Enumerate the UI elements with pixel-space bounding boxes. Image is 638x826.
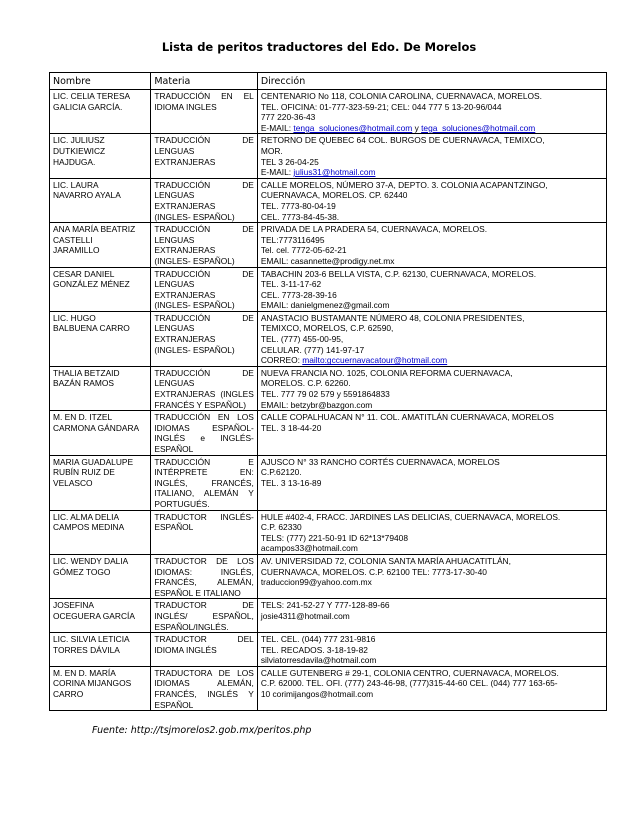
name-line: LIC. SILVIA LETICIA (53, 634, 130, 645)
cell-materia (151, 223, 257, 267)
cell-materia (151, 267, 257, 311)
table-row (50, 267, 607, 311)
name-line: BAZÁN RAMOS (53, 378, 114, 389)
name-line: ANA MARÍA BEATRIZ (53, 224, 136, 235)
cell-materia (151, 510, 257, 554)
cell-materia (151, 633, 257, 667)
name-line: MARIA GUADALUPE (53, 456, 134, 467)
name-line: CARRO (53, 689, 84, 700)
table-row (50, 455, 607, 510)
address-line: TEL:7773116495 (260, 234, 325, 245)
name-line: M. EN D. ITZEL (53, 412, 113, 423)
table-row (50, 311, 607, 366)
name-line: DUTKIEWICZ (53, 145, 106, 156)
address-line: HULE #402-4, FRACC. JARDINES LAS DELICIAS, CUERNAVACA, MORELOS. (260, 511, 561, 522)
address-line: acampos33@hotmail.com (260, 543, 358, 554)
cell-direccion (257, 411, 606, 455)
address-line: EMAIL: danielgmenez@gmail.com (260, 300, 390, 311)
cell-nombre (50, 311, 151, 366)
header-materia: Materia (151, 73, 257, 90)
name-line: HAJDUGA. (53, 156, 96, 167)
cell-direccion (257, 178, 606, 222)
cell-direccion (257, 554, 606, 598)
name-line: LIC. HUGO (53, 312, 96, 323)
address-line: CUERNAVACA, MORELOS. CP. 62440 (260, 190, 408, 201)
name-line: GÓMEZ TOGO (53, 566, 111, 577)
translators-table (49, 72, 607, 711)
address-line: TEL. 3 18-44-20 (260, 422, 322, 433)
cell-direccion (257, 455, 606, 510)
address-line: silviatorresdavila@hotmail.com (260, 655, 377, 666)
cell-nombre (50, 633, 151, 667)
address-line: NUEVA FRANCIA NO. 1025, COLONIA REFORMA CUERNAVACA, (260, 367, 513, 378)
table-header-row (50, 73, 607, 90)
address-line: TEL 3 26-04-25 (260, 156, 319, 167)
table-row (50, 599, 607, 633)
materia-text: TRADUCCIÓN DE LENGUAS EXTRANJERAS (INGLES- ESPAÑOL) (154, 268, 254, 311)
address-line: MORELOS. C.P. 62260. (260, 378, 351, 389)
address-line: josie4311@hotmail.com (260, 610, 350, 621)
materia-text: TRADUCCIÓN DE LENGUAS EXTRANJERAS (INGLES- ESPAÑOL) (154, 224, 254, 266)
address-line: CELULAR. (777) 141-97-17 (260, 344, 365, 355)
address-line: TELS: (777) 221-50-91 ID 62*13*79408 (260, 532, 408, 543)
table-row (50, 554, 607, 598)
address-line: CALLE COPALHUACAN N° 11. COL. AMATITLÁN CUERNAVACA, MORELOS (260, 412, 554, 423)
name-line: BALBUENA CARRO (53, 323, 130, 334)
address-line: TEL. 3-11-17-62 (260, 279, 322, 290)
cell-direccion (257, 366, 606, 410)
address-line: TABACHIN 203-6 BELLA VISTA, C.P. 62130, CUERNAVACA, MORELOS. (260, 268, 537, 279)
cell-direccion (257, 223, 606, 267)
materia-text: TRADUCTOR DE LOS IDIOMAS: INGLÉS, FRANCÉS, ALEMÁN, ESPAÑOL E ITALIANO (154, 555, 254, 598)
table-row (50, 134, 607, 178)
cell-nombre (50, 599, 151, 633)
page-title: Lista de peritos traductores del Edo. De Morelos (161, 40, 477, 54)
address-line: CEL. 7773-28-39-16 (260, 289, 337, 300)
address-line: RETORNO DE QUEBEC 64 COL. BURGOS DE CUERNAVACA, TEMIXCO, (260, 135, 545, 146)
cell-materia (151, 411, 257, 455)
name-line: THALIA BETZAID (53, 367, 120, 378)
email-link[interactable]: tega_soluciones@hotmail.com (421, 122, 536, 133)
address-line: EMAIL: casannette@prodigy.net.mx (260, 255, 395, 266)
name-line: JOSEFINA (53, 600, 94, 611)
table-row (50, 411, 607, 455)
name-line: GONZÁLEZ MÉNEZ (53, 279, 130, 290)
header-nombre: Nombre (50, 73, 151, 90)
cell-direccion (257, 267, 606, 311)
materia-text: TRADUCTOR DE INGLÉS/ ESPAÑOL, ESPAÑOL/INGLÉS. (154, 600, 254, 632)
materia-text: TRADUCCIÓN EN LOS IDIOMAS ESPAÑOL-INGLÉS e INGLÉS- ESPAÑOL (154, 412, 254, 454)
email-link[interactable]: mailto:gccuernavacatour@hotmail.com (302, 355, 448, 366)
name-line: LIC. ALMA DELIA (53, 511, 120, 522)
name-line: CORINA MIJANGOS (53, 678, 132, 689)
name-line: CESAR DANIEL (53, 268, 115, 279)
address-line: CALLE GUTENBERG # 29-1, COLONIA CENTRO, CUERNAVACA, MORELOS. (260, 667, 559, 678)
name-line: LIC. JULIUSZ (53, 135, 105, 146)
cell-direccion (257, 666, 606, 710)
name-line: OCEGUERA GARCÍA (53, 610, 135, 621)
address-line: TEL. (777) 455-00-95, (260, 334, 344, 345)
cell-nombre (50, 366, 151, 410)
table-row (50, 633, 607, 667)
cell-nombre (50, 267, 151, 311)
materia-text: TRADUCCIÓN E INTÉRPRETE EN: INGLÉS, FRANCÉS, ITALIANO, ALEMÁN Y PORTUGUÉS. (154, 456, 254, 509)
name-line: NAVARRO AYALA (53, 190, 121, 201)
materia-text: TRADUCCIÓN DE LENGUAS EXTRANJERAS (INGLES- ESPAÑOL) (154, 179, 254, 222)
cell-materia (151, 599, 257, 633)
cell-nombre (50, 223, 151, 267)
name-line: VELASCO (53, 477, 93, 488)
materia-text: TRADUCCIÓN EN EL IDIOMA INGLES (154, 91, 254, 112)
cell-materia (151, 455, 257, 510)
cell-materia (151, 134, 257, 178)
address-line: MOR. (260, 145, 283, 156)
source-note: Fuente: http://tsjmorelos2.gob.mx/peritos.php (92, 725, 312, 736)
materia-text: TRADUCCIÓN DE LENGUAS EXTRANJERAS (INGLES- ESPAÑOL) (154, 312, 254, 355)
name-line: TORRES DÁVILA (53, 644, 120, 655)
name-line: CASTELLI (53, 234, 93, 245)
materia-text: TRADUCTOR DEL IDIOMA INGLÉS (154, 634, 254, 655)
table-row (50, 90, 607, 134)
address-line: TEL. RECADOS. 3-18-19-82 (260, 644, 368, 655)
cell-nombre (50, 411, 151, 455)
address-line: ANASTACIO BUSTAMANTE NÚMERO 48, COLONIA PRESIDENTES, (260, 312, 525, 323)
cell-materia (151, 366, 257, 410)
name-line: RUBÍN RUIZ DE (53, 467, 115, 478)
address-line: C.P.62120. (260, 467, 302, 478)
cell-nombre (50, 455, 151, 510)
address-line: CENTENARIO No 118, COLONIA CAROLINA, CUERNAVACA, MORELOS. (260, 91, 542, 101)
address-line: CALLE MORELOS, NÚMERO 37-A, DEPTO. 3. COLONIA ACAPANTZINGO, (260, 179, 548, 190)
address-line: Tel. cel. 7772-05-62-21 (260, 245, 347, 256)
cell-nombre (50, 178, 151, 222)
name-line: GALICIA GARCÍA. (53, 101, 123, 112)
address-line: 777 220-36-43 (260, 112, 316, 123)
address-line: C.P. 62000. TEL. OFI. (777) 243-46-98, (777)315-44-60 CEL. (044) 777 163-65- (260, 678, 558, 689)
table-row (50, 178, 607, 222)
cell-nombre (50, 510, 151, 554)
name-line: LIC. CELIA TERESA (53, 91, 131, 101)
address-line: AV. UNIVERSIDAD 72, COLONIA SANTA MARÍA AHUACATITLÁN, (260, 555, 511, 566)
cell-nombre (50, 134, 151, 178)
email-link[interactable]: julius31@hotmail.com (293, 167, 376, 178)
email-line: E-MAIL: julius31@hotmail.com (260, 167, 376, 178)
address-line: 10 corimijangos@hotmail.com (260, 689, 374, 700)
name-line: CAMPOS MEDINA (53, 522, 125, 533)
cell-direccion (257, 633, 606, 667)
address-line: TEL. CEL. (044) 777 231-9816 (260, 634, 376, 645)
materia-text: TRADUCTOR INGLÉS- ESPAÑOL (154, 511, 254, 533)
cell-materia (151, 90, 257, 134)
address-line: TEL. 7773-80-04-19 (260, 200, 336, 211)
cell-materia (151, 178, 257, 222)
cell-direccion (257, 311, 606, 366)
table-row (50, 366, 607, 410)
address-line: TELS: 241-52-27 Y 777-128-89-66 (260, 600, 390, 611)
name-line: LIC. WENDY DALIA (53, 555, 129, 566)
name-line: CARMONA GÁNDARA (53, 422, 140, 433)
address-line: CUERNAVACA, MORELOS. C.P. 62100 TEL: 7773-17-30-40 (260, 566, 487, 577)
materia-text: TRADUCTORA DE LOS IDIOMAS ALEMÁN, FRANCÉS, INGLÉS Y ESPAÑOL (154, 667, 254, 710)
cell-materia (151, 311, 257, 366)
address-line: C.P. 62330 (260, 522, 302, 533)
cell-nombre (50, 90, 151, 134)
email-line: E-MAIL: tenga_soluciones@hotmail.com y tega_soluciones@hotmail.com (260, 122, 536, 133)
cell-nombre (50, 554, 151, 598)
cell-direccion (257, 134, 606, 178)
address-line: AJUSCO N° 33 RANCHO CORTÉS CUERNAVACA, MORELOS (260, 456, 500, 467)
name-line: JARAMILLO (53, 245, 100, 256)
address-line: EMAIL: betzybr@bazgon.com (260, 399, 373, 410)
address-line: PRIVADA DE LA PRADERA 54, CUERNAVACA, MORELOS. (260, 224, 488, 235)
cell-direccion (257, 510, 606, 554)
email-link[interactable]: tenga_soluciones@hotmail.com (293, 122, 413, 133)
cell-materia (151, 554, 257, 598)
table-row (50, 666, 607, 710)
address-line: traduccion99@yahoo.com.mx (260, 577, 372, 588)
address-line: TEL. 777 79 02 579 y 5591864833 (260, 389, 390, 400)
cell-nombre (50, 666, 151, 710)
email-line: CORREO: mailto:gccuernavacatour@hotmail.com (260, 355, 448, 366)
table-row (50, 223, 607, 267)
cell-direccion (257, 599, 606, 633)
address-line: CEL. 7773-84-45-38. (260, 211, 340, 222)
name-line: LIC. LAURA (53, 179, 99, 190)
table-row (50, 510, 607, 554)
cell-direccion (257, 90, 606, 134)
address-line: TEMIXCO, MORELOS, C.P. 62590, (260, 323, 394, 334)
materia-text: TRADUCCIÓN DE LENGUAS EXTRANJERAS (154, 135, 254, 167)
header-direccion: Dirección (257, 73, 606, 90)
address-line: TEL. OFICINA: 01-777-323-59-21; CEL: 044 777 5 13-20-96/044 (260, 101, 502, 112)
address-line: TEL. 3 13-16-89 (260, 477, 322, 488)
name-line: M. EN D. MARÍA (53, 667, 116, 678)
materia-text: TRADUCCIÓN DE LENGUAS EXTRANJERAS (INGLES FRANCÉS Y ESPAÑOL) (154, 367, 254, 410)
cell-materia (151, 666, 257, 710)
